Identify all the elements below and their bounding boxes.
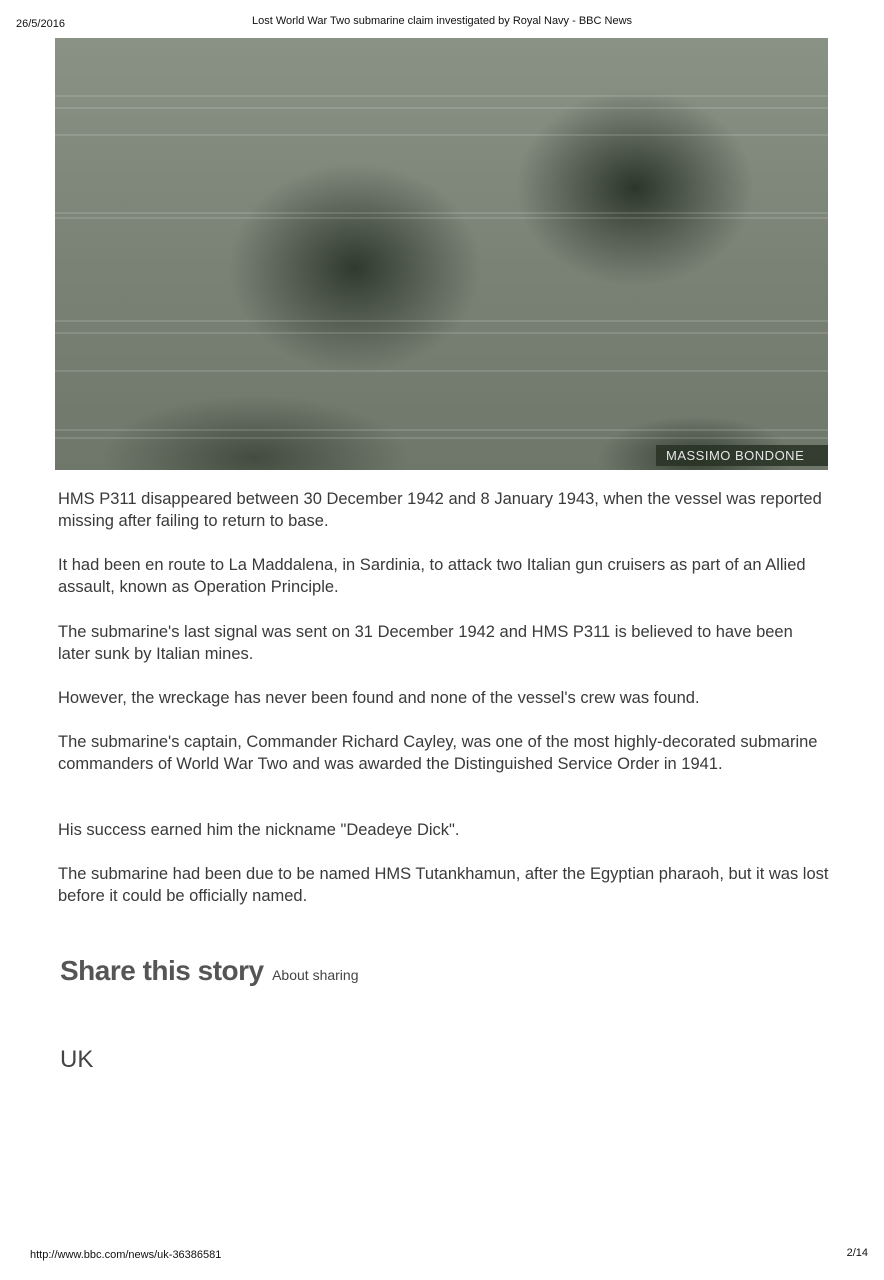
article-paragraph: His success earned him the nickname "Deadeye Dick". bbox=[58, 821, 460, 839]
print-header bbox=[0, 14, 884, 34]
wreck-photo bbox=[55, 38, 828, 470]
article-paragraph: The submarine's last signal was sent on 31 December 1942 and HMS P311 is believed to have been later sunk by Italian mines. bbox=[58, 623, 793, 663]
share-heading: Share this story bbox=[60, 955, 264, 986]
article-paragraph: HMS P311 disappeared between 30 December 1942 and 8 January 1943, when the vessel was reported missing after failing to return to base. bbox=[58, 490, 822, 530]
about-sharing-link[interactable]: About sharing bbox=[272, 967, 359, 983]
photo-credit: MASSIMO BONDONE bbox=[656, 445, 828, 466]
print-page-number: 2/14 bbox=[846, 1247, 868, 1259]
section-label-uk[interactable]: UK bbox=[60, 1046, 94, 1073]
print-url: http://www.bbc.com/news/uk-36386581 bbox=[30, 1249, 222, 1261]
article-paragraph: The submarine had been due to be named HMS Tutankhamun, after the Egyptian pharaoh, but it was lost before it could be officially named. bbox=[58, 865, 829, 905]
article-paragraph: The submarine's captain, Commander Richard Cayley, was one of the most highly-decorated submarine commanders of World War Two and was awarded the Distinguished Service Order in 1941. bbox=[58, 733, 818, 773]
print-date: 26/5/2016 bbox=[16, 18, 65, 30]
share-section bbox=[60, 955, 359, 987]
print-footer bbox=[0, 1247, 884, 1267]
article-paragraph: It had been en route to La Maddalena, in Sardinia, to attack two Italian gun cruisers as part of an Allied assault, known as Operation Principle. bbox=[58, 556, 806, 596]
photo-scanlines bbox=[55, 38, 828, 470]
print-page-title: Lost World War Two submarine claim investigated by Royal Navy - BBC News bbox=[251, 15, 633, 27]
article-paragraph: However, the wreckage has never been found and none of the vessel's crew was found. bbox=[58, 689, 700, 707]
